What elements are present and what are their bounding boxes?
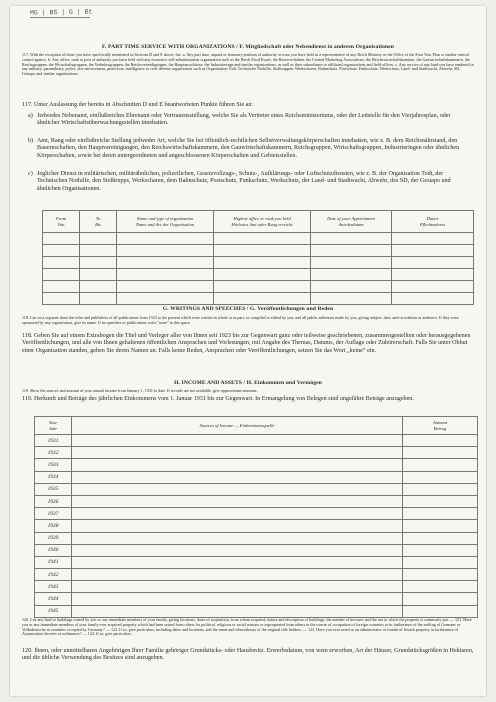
- form-page: [10, 6, 486, 696]
- income-row[interactable]: [35, 495, 478, 507]
- col-organization: Name and type of organization Name und Art der Organisation: [117, 211, 214, 233]
- income-amount-cell[interactable]: [403, 544, 478, 556]
- income-amount-cell[interactable]: [403, 495, 478, 507]
- income-amount-cell[interactable]: [403, 605, 478, 617]
- income-source-cell[interactable]: [72, 556, 403, 568]
- income-table-header: [35, 417, 478, 435]
- q117-item-a: [28, 113, 472, 128]
- organizations-table: [42, 210, 474, 305]
- q120-german: 120. Ihnen, oder unmittelbaren Angehörigen Ihrer Familie gehöriger Grundstücks- oder Hausbesitz. Erwerbsdatum, von wem erworben, Art der Häuser, Grundstücksgrößen in Hektaren, und die übliche Verwendung des Besitzes sind anzugeben.: [22, 648, 474, 662]
- income-row[interactable]: [35, 581, 478, 593]
- income-year: 1942: [35, 569, 72, 581]
- q120-english: 120. List any land or buildings owned by you or any immediate members of your family, giving locations, dates of acquisition, from whom acquired, nature and description of buildings, the number of hectares and the use to which the property is commonly put. — 121. Have you or any immediate members of your family ever acquired property which had been seized from others for political, religious or racial reasons or expropriated from others in the course of occupation of foreign countries or in furtherance of the settling of Germans or Volksdeutsche in countries occupied by Germany? — 122. If so, give particulars, including dates and locations, and the name and whereabouts of the original title holders. — 123. Have you ever acted as an administrator or trustee of Jewish property in furtherance of Aryanization decrees or ordinances? — 124. If so, give particulars.: [22, 617, 472, 637]
- section-f-title: F. PART TIME SERVICE WITH ORGANIZATIONS / F. Mitgliedschaft oder Nebendienst in anderen Organisationen: [102, 44, 394, 50]
- income-year: 1931: [35, 435, 72, 447]
- q118-german: 118. Geben Sie auf einem Extrabogen die Titel und Verleger aller von Ihnen seit 1923 bis zur Gegenwart ganz oder teilweise geschriebenen, zusammengestellten oder herausgegebenen Veröffentlichungen, und alle von Ihnen gehaltenen öffentlichen Ansprachen und Vorlesungen, mit Angabe des Themas, Datums, der Auflage oder Zuhörerschaft. Falls Sie unter Obhut einer Organisation standen, geben Sie deren Namen an. Falls keine Reden, Ansprachen oder Veröffentlichungen, setzen Sie das Wort „keine“ ein.: [22, 333, 471, 354]
- income-year: 1938: [35, 520, 72, 532]
- q117-item-b: [28, 138, 472, 160]
- income-amount-cell[interactable]: [403, 569, 478, 581]
- income-source-cell[interactable]: [72, 447, 403, 459]
- income-amount-cell[interactable]: [403, 435, 478, 447]
- col-sources: Sources of Income — Einkommensquelle: [72, 417, 403, 435]
- income-source-cell[interactable]: [72, 581, 403, 593]
- table-row[interactable]: [43, 269, 474, 281]
- income-year: 1944: [35, 593, 72, 605]
- income-source-cell[interactable]: [72, 605, 403, 617]
- income-amount-cell[interactable]: [403, 556, 478, 568]
- income-source-cell[interactable]: [72, 471, 403, 483]
- stamp-underline: [30, 17, 90, 18]
- income-amount-cell[interactable]: [403, 581, 478, 593]
- q117-english: 117. With the exception of those you have specifically mentioned in Sections D and E above, list: a. Any part time, unpaid or honorary position of authority or trust you have held as a representative of any Reich Ministry or the Office of the Four Year Plan or similar central control agency. b. Any office, rank or post of authority you have held with any economic self-administration organization such as the Reich Food Estate, the Reservechaften, the Central Marketing Associations, the Reichswirtschaftskammer, the Gauwirtschaftskammern, the Reichsgruppen, the Wirtschaftsgruppen, the Verkehrsgruppen, the Reichsverteidigungen, the Hauptausschüsse, the Industrieringe and similar organizations, as well as their subordinate or affiliated organizations and field offices. c. Any service of any kind you have rendered in any military, paramilitary, police, law enforcement, protection, intelligence or civil defense organization such as Organisation Todt, Technische Nothilfe, Stoßtruppen, Werkscharen, Bahnschutz, Postschutz, Funkschutz, Werkschutz, Land- und Stadtwacht, Abwehr, SD, Gestapo and similar organizations.: [22, 52, 474, 77]
- q118-english: 118. List on a separate sheet the titles and publishers of all publications from 1923 to the present which were written in whole or in part, or compiled or edited by you, and all public addresses made by you, giving subject, date, and circulation or audience. If they were sponsored by any organization, give its name. If no speeches or publications write "none" in this space.: [22, 315, 459, 325]
- table-row[interactable]: [43, 233, 474, 245]
- income-source-cell[interactable]: [72, 459, 403, 471]
- q117-german-intro: 117. Unter Auslassung der bereits in Abschnitten D und E beantworteten Punkte führen Sie an:: [22, 102, 254, 108]
- col-to: To Bis: [80, 211, 117, 233]
- q119-german: 119. Herkunft und Beträge des jährlichen Einkommens vom 1. Januar 1931 bis zur Gegenwart. In Ermangelung von Belegen sind ungefähre Beträge anzugeben.: [22, 396, 414, 402]
- income-amount-cell[interactable]: [403, 447, 478, 459]
- income-amount-cell[interactable]: [403, 593, 478, 605]
- income-year: 1936: [35, 495, 72, 507]
- income-source-cell[interactable]: [72, 569, 403, 581]
- income-row[interactable]: [35, 520, 478, 532]
- archive-stamp: MG | BS | G | Bt: [29, 8, 93, 17]
- income-amount-cell[interactable]: [403, 471, 478, 483]
- item-c-label: c): [28, 171, 33, 177]
- q117-item-c: [28, 171, 472, 193]
- item-b-text: Amt, Rang oder einflußreiche Stellung jedweder Art, welche Sie bei öffentlich-rechtlichen Selbstverwaltungskörperschaften innehatten, wie z. B. dem Reichsnährstand, den Bauernschaften, den Hauptvereinigungen, den Reichswirtschaftskammern, den Gauwirtschaftskammern, Reichsgruppen, Wirtschaftsgruppen, Industrieringen oder ähnlichen Körperschaften, sowie bei deren untergeordneten und angeschlossenen Körperschaften und Gebietsstellen.: [37, 138, 460, 159]
- q119-english: 119. Show the sources and amount of your annual income from January 1, 1931 to date. If records are not available, give approximate amounts.: [22, 388, 258, 393]
- col-duties: Duties Pflichtenkreis: [392, 211, 474, 233]
- col-year: Year Jahr: [35, 417, 72, 435]
- income-amount-cell[interactable]: [403, 532, 478, 544]
- section-h-title: H. INCOME AND ASSETS / H. Einkommen und Vermögen: [174, 380, 322, 386]
- col-highest-office: Highest office or rank you held Höchstes Amt oder Rang erreicht: [214, 211, 311, 233]
- income-year: 1932: [35, 447, 72, 459]
- income-source-cell[interactable]: [72, 508, 403, 520]
- income-row[interactable]: [35, 459, 478, 471]
- item-b-label: b): [28, 138, 34, 144]
- income-source-cell[interactable]: [72, 435, 403, 447]
- income-table: [34, 416, 478, 435]
- item-c-text: Jeglicher Dienst in militärischen, militärähnlichen, polizeilichen, Gesetzvollzugs-, Schutz-, Aufklärungs- oder Luftschutzdiensten, wie z. B. der Organisation Todt, der Technischen Nothilfe, den Stoßtrupps, Werkscharen, dem Bahnschutz, Postschutz, Funkschutz, Werkschutz, der Land- und Stadtwacht, Abwehr, des SD, der Gestapo und ähnlichen Organisationen.: [37, 171, 451, 192]
- income-year: 1940: [35, 544, 72, 556]
- income-row[interactable]: [35, 435, 478, 447]
- table-row[interactable]: [43, 281, 474, 293]
- col-appointment-date: Date of your Appointment Antrittsdatum: [311, 211, 392, 233]
- income-year: 1937: [35, 508, 72, 520]
- table-row[interactable]: [43, 293, 474, 305]
- section-g-title: G. WRITINGS AND SPEECHES / G. Veröffentlichungen und Reden: [162, 306, 334, 312]
- income-row[interactable]: [35, 569, 478, 581]
- income-row[interactable]: [35, 471, 478, 483]
- item-a-label: a): [28, 113, 33, 119]
- organizations-table-header: [43, 211, 474, 233]
- income-row[interactable]: [35, 556, 478, 568]
- col-from: From Von: [43, 211, 80, 233]
- income-amount-cell[interactable]: [403, 483, 478, 495]
- income-source-cell[interactable]: [72, 483, 403, 495]
- income-year: 1943: [35, 581, 72, 593]
- income-source-cell[interactable]: [72, 593, 403, 605]
- income-row[interactable]: [35, 508, 478, 520]
- col-amount: Amount Betrag: [403, 417, 478, 435]
- income-amount-cell[interactable]: [403, 508, 478, 520]
- income-row[interactable]: [35, 483, 478, 495]
- income-row[interactable]: [35, 605, 478, 617]
- item-a-text: Jedwedes Nebenamt, einflußreiches Ehrenamt oder Vertrauensstellung, welche Sie als Vertreter eines Reichsministeriums, oder der Leitstelle für den Vierjahresplan, oder ähnlicher Wirtschaftsüberwachungsstellen innehatten.: [37, 113, 451, 127]
- income-row[interactable]: [35, 447, 478, 459]
- income-source-cell[interactable]: [72, 495, 403, 507]
- income-amount-cell[interactable]: [403, 520, 478, 532]
- income-year: 1935: [35, 483, 72, 495]
- table-row[interactable]: [43, 257, 474, 269]
- table-row[interactable]: [43, 245, 474, 257]
- income-row[interactable]: [35, 593, 478, 605]
- income-source-cell[interactable]: [72, 520, 403, 532]
- income-year: 1933: [35, 459, 72, 471]
- income-amount-cell[interactable]: [403, 459, 478, 471]
- income-row[interactable]: [35, 544, 478, 556]
- income-year: 1941: [35, 556, 72, 568]
- income-rows: [34, 434, 478, 618]
- income-year: 1934: [35, 471, 72, 483]
- income-year: 1945: [35, 605, 72, 617]
- income-source-cell[interactable]: [72, 532, 403, 544]
- income-source-cell[interactable]: [72, 544, 403, 556]
- income-row[interactable]: [35, 532, 478, 544]
- income-year: 1939: [35, 532, 72, 544]
